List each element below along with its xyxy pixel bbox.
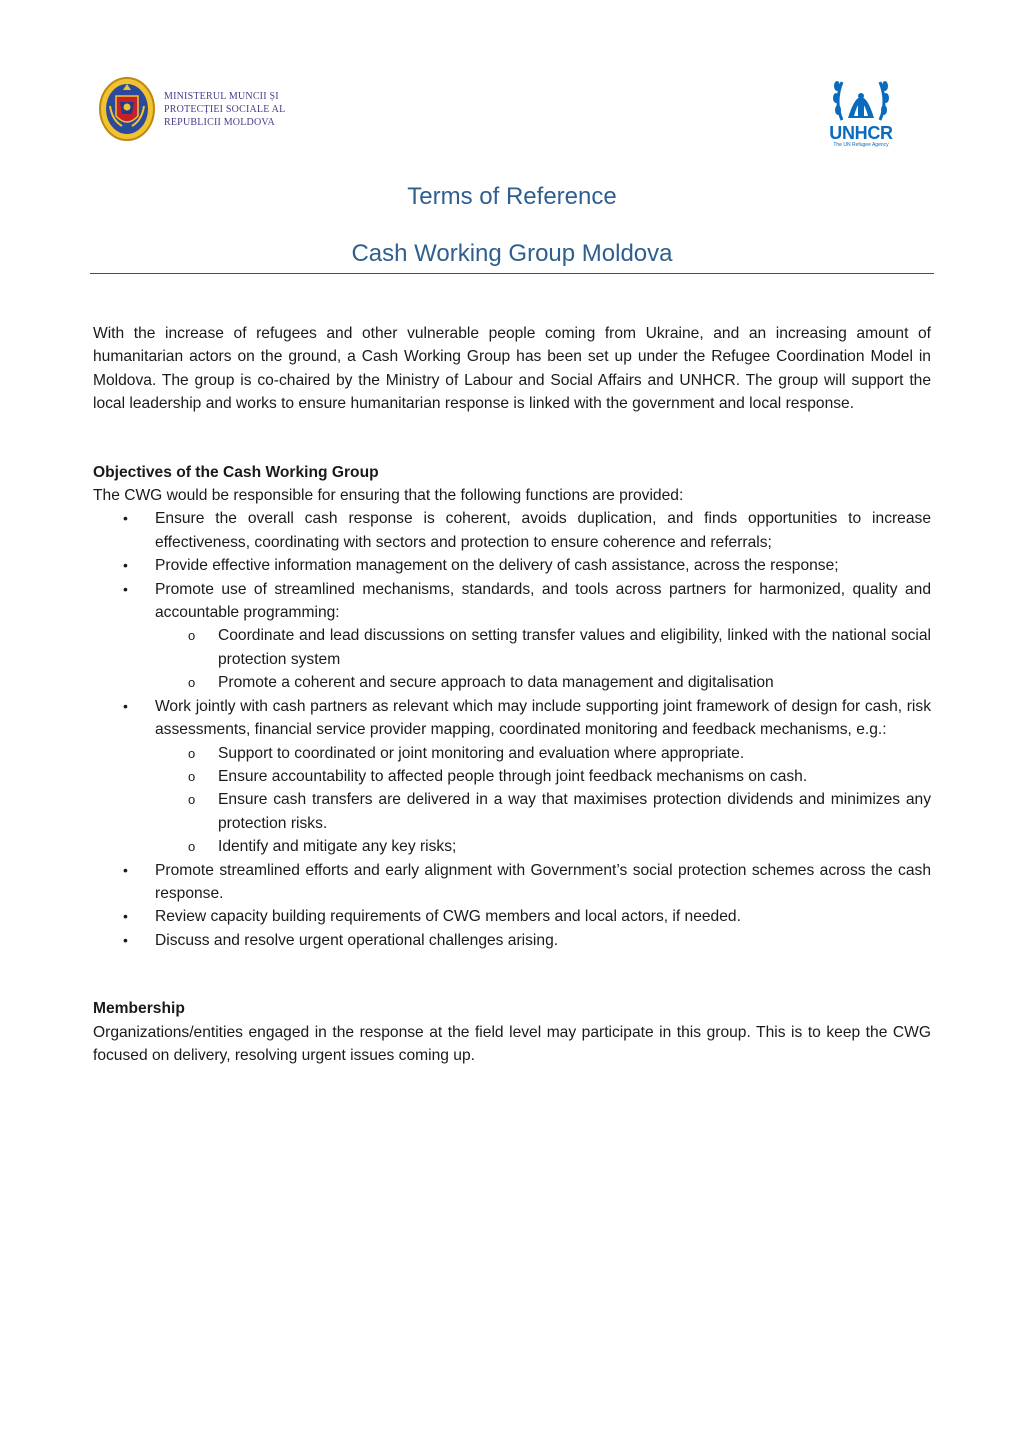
- ministry-line-2: PROTECȚIEI SOCIALE AL: [164, 103, 286, 115]
- bullet-icon: •: [123, 861, 128, 878]
- sub-list-item-text: Identify and mitigate any key risks;: [218, 838, 457, 856]
- list-item-text: Provide effective information management on the delivery of cash assistance, across the response;: [155, 557, 839, 575]
- document-title: Terms of Reference: [407, 183, 617, 210]
- sub-list-item-text: Ensure accountability to affected people through joint feedback mechanisms on cash.: [218, 767, 808, 785]
- list-item: [123, 695, 931, 859]
- membership-heading: Membership: [93, 1000, 185, 1018]
- circle-bullet-icon: o: [188, 768, 196, 784]
- bullet-icon: •: [123, 580, 128, 597]
- list-item-text: Promote streamlined efforts and early alignment with Government’s social protection schemes across the cash response.: [155, 861, 931, 902]
- sub-list-item-text: Support to coordinated or joint monitoring and evaluation where appropriate.: [218, 744, 745, 762]
- sub-list-item: [188, 671, 931, 694]
- list-item-text: Promote use of streamlined mechanisms, standards, and tools across partners for harmonized, quality and accountable programming:: [155, 580, 931, 622]
- list-item-text: Review capacity building requirements of CWG members and local actors, if needed.: [155, 908, 741, 926]
- sub-list-item: [188, 835, 931, 858]
- bullet-icon: •: [123, 931, 128, 948]
- bullet-icon: •: [123, 908, 128, 925]
- list-item-text: Ensure the overall cash response is coherent, avoids duplication, and finds opportunities to increase effectiveness, coordinating with sectors and protection to ensure coherence and referrals;: [155, 510, 931, 551]
- circle-bullet-icon: o: [188, 628, 196, 644]
- objectives-list: [93, 507, 931, 952]
- circle-bullet-icon: o: [188, 839, 196, 855]
- sub-list-item: [188, 624, 931, 671]
- moldova-coat-of-arms-icon: [98, 76, 156, 142]
- list-item-text: Work jointly with cash partners as relevant which may include supporting joint framework of design for cash, risk assessments, financial service provider mapping, coordinated monitoring and feedback mechanisms, e.g.:: [155, 697, 931, 739]
- ministry-name: [164, 90, 294, 129]
- ministry-logo: [98, 76, 294, 142]
- intro-paragraph: With the increase of refugees and other vulnerable people coming from Ukraine, and an increasing amount of humanitarian actors on the ground, a Cash Working Group has been set up under the Refugee Coordination Model in Moldova. The group is co-chaired by the Ministry of Labour and Social Affairs and UNHCR. The group will support the local leadership and works to ensure humanitarian response is linked with the government and local response.: [93, 325, 931, 413]
- sub-list-item: [188, 765, 931, 788]
- list-item: [123, 554, 931, 577]
- list-item: [123, 507, 931, 554]
- document-subtitle: Cash Working Group Moldova: [351, 240, 673, 267]
- bullet-icon: •: [123, 510, 128, 527]
- list-item: [123, 578, 931, 695]
- circle-bullet-icon: o: [188, 745, 196, 761]
- sub-list-item-text: Ensure cash transfers are delivered in a way that maximises protection dividends and minimizes any protection risks.: [218, 791, 931, 832]
- unhcr-emblem-icon: [830, 72, 892, 124]
- sub-list-item-text: Promote a coherent and secure approach to data management and digitalisation: [218, 674, 774, 692]
- sub-list-item-text: Coordinate and lead discussions on setting transfer values and eligibility, linked with the national social protection system: [218, 627, 931, 668]
- unhcr-logo: [824, 72, 898, 149]
- objectives-heading: Objectives of the Cash Working Group: [93, 463, 379, 481]
- list-item: [123, 929, 931, 952]
- membership-paragraph: Organizations/entities engaged in the response at the field level may participate in this group. This is to keep the CWG focused on delivery, resolving urgent issues coming up.: [93, 1023, 931, 1064]
- ministry-line-1: MINISTERUL MUNCII ȘI: [164, 90, 279, 102]
- list-item-text: Discuss and resolve urgent operational challenges arising.: [155, 931, 559, 949]
- circle-bullet-icon: o: [188, 792, 196, 808]
- ministry-line-3: REPUBLICII MOLDOVA: [164, 116, 275, 128]
- sub-list-item: [188, 788, 931, 835]
- unhcr-wordmark: UNHCR: [829, 123, 893, 143]
- document-body: [93, 322, 931, 1067]
- list-item: [123, 859, 931, 906]
- sub-list: [155, 742, 931, 859]
- sub-list: [155, 624, 931, 694]
- title-divider: [90, 273, 934, 274]
- circle-bullet-icon: o: [188, 675, 196, 691]
- unhcr-tagline: The UN Refugee Agency: [833, 142, 889, 148]
- objectives-lead: The CWG would be responsible for ensuring that the following functions are provided:: [93, 487, 684, 505]
- bullet-icon: •: [123, 557, 128, 574]
- sub-list-item: [188, 742, 931, 765]
- list-item: [123, 905, 931, 928]
- bullet-icon: •: [123, 697, 128, 714]
